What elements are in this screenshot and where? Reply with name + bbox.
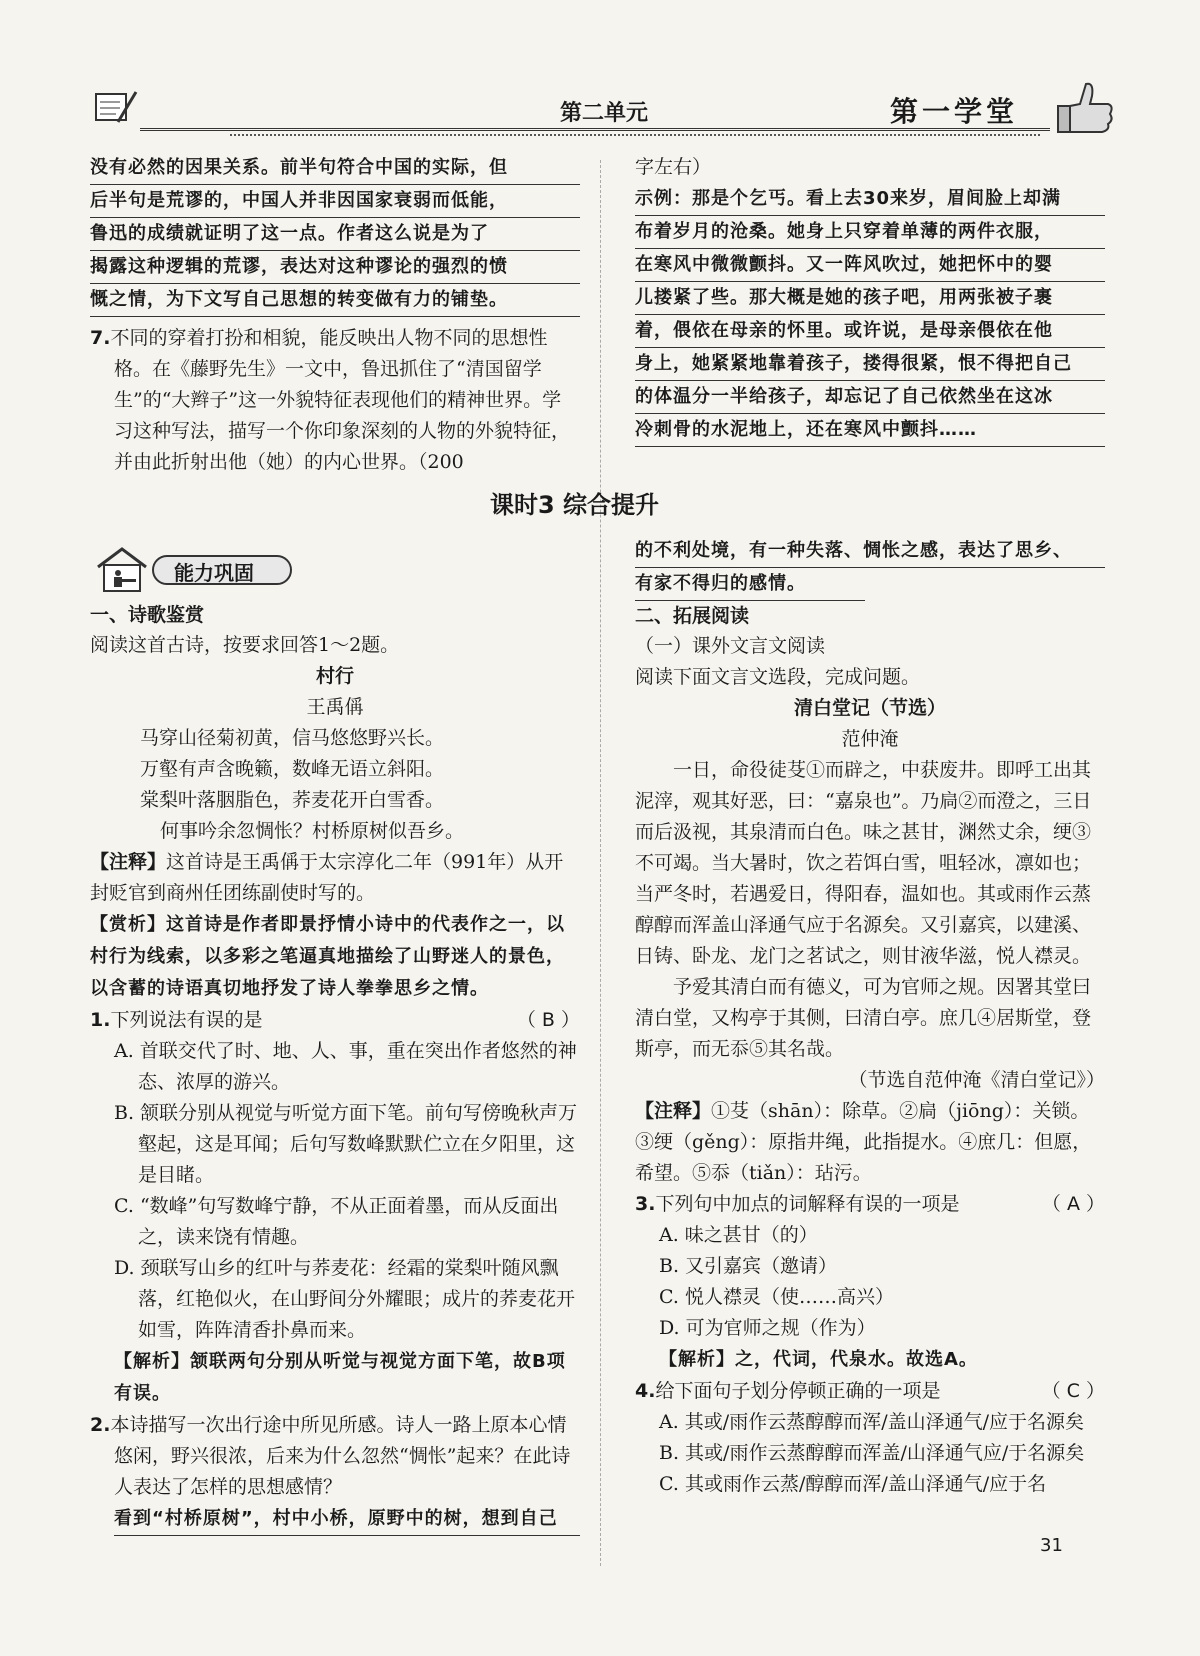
question-answer: （ A ） (1041, 1193, 1105, 1215)
answer-line: 看到“村桥原树”，村中小桥，原野中的树，想到自己 (114, 1503, 580, 1536)
page-header (90, 80, 1120, 142)
question-answer: （ B ） (516, 1009, 580, 1031)
notebook-pencil-icon (90, 86, 138, 126)
instruction: 阅读这首古诗，按要求回答1～2题。 (90, 634, 400, 656)
answer-line: 布着岁月的沧桑。她身上只穿着单薄的两件衣服， (635, 216, 1105, 249)
option-c: C. “数峰”句写数峰宁静，不从正面着墨，而从反面出之，读来饶有情趣。 (114, 1195, 559, 1248)
analysis-text: 之，代词，代泉水。故选A。 (735, 1349, 978, 1370)
poem-line: 万壑有声含晚籁，数峰无语立斜阳。 (140, 758, 445, 780)
analysis-text: 颔联两句分别从听觉与视觉方面下笔，故B项有误。 (114, 1351, 566, 1404)
text-title: 清白堂记（节选） (793, 697, 946, 719)
column-divider (600, 160, 601, 1566)
answer-line: 示例：那是个乞丐。看上去30来岁，眉间脸上却满 (635, 183, 1105, 216)
answer-line: 有家不得归的感情。 (635, 568, 865, 601)
badge-label: 能力巩固 (174, 561, 254, 585)
question-text: 下列句中加点的词解释有误的一项是 (655, 1193, 960, 1215)
question-number: 7. (90, 327, 111, 349)
answer-line: 揭露这种逻辑的荒谬，表达对这种谬论的强烈的愤 (90, 251, 580, 284)
answer-line: 后半句是荒谬的，中国人并非因国家衰弱而低能， (90, 185, 580, 218)
analysis-tag: 【解析】 (659, 1349, 735, 1370)
analysis (90, 1346, 580, 1410)
analysis (635, 1344, 1105, 1376)
note-text: 这首诗是王禹偁于太宗淳化二年（991年）从开封贬官到商州任团练副使时写的。 (90, 851, 564, 904)
answer-line: 在寒风中微微颤抖。又一阵风吹过，她把怀中的婴 (635, 249, 1105, 282)
appreciation-text: 这首诗是作者即景抒情小诗中的代表作之一，以村行为线索，以多彩之笔逼真地描绘了山野迷人的景色，以含蓄的诗语真切地抒发了诗人拳拳思乡之情。 (90, 914, 565, 999)
option-a: A. 首联交代了时、地、人、事，重在突出作者悠然的神态、浓厚的游兴。 (114, 1040, 577, 1093)
analysis-tag: 【解析】 (114, 1351, 190, 1372)
subsection-heading: （一）课外文言文阅读 (635, 635, 826, 657)
poem-line: 马穿山径菊初黄，信马悠悠野兴长。 (140, 727, 445, 749)
poem-line: 何事吟余忽惆怅？村桥原树似吾乡。 (160, 820, 465, 842)
answer-line: 儿搂紧了些。那大概是她的孩子吧，用两张被子裹 (635, 282, 1105, 315)
text-author: 范仲淹 (841, 728, 899, 750)
option-c: C. 悦人襟灵（使……高兴） (659, 1286, 894, 1308)
note-tag: 【注释】 (90, 851, 167, 873)
poem-title: 村行 (315, 665, 354, 687)
answer-line: 的不利处境，有一种失落、惆怅之感，表达了思乡、 (635, 535, 1105, 568)
option-a: A. 味之甚甘（的） (659, 1224, 818, 1246)
section-badge (92, 545, 292, 595)
thumbs-up-icon (1050, 80, 1120, 136)
answer-line: 的体温分一半给孩子，却忘记了自己依然坐在这冰 (635, 381, 1105, 414)
question-7-cont: 字左右） (635, 156, 712, 178)
question-2 (90, 1410, 580, 1503)
question-text: 下列说法有误的是 (110, 1009, 263, 1031)
brand-title: 第一学堂 (890, 95, 1019, 128)
answer-line: 身上，她紧紧地靠着孩子，搂得很紧，恨不得把自己 (635, 348, 1105, 381)
note-text: ①芟（shān）：除草。②扃（jiōng）：关锁。③绠（gěng）：原指井绳，此指提水。④庶几：但愿，希望。⑤忝（tiǎn）：玷污。 (635, 1100, 1092, 1184)
question-number: 2. (90, 1414, 111, 1436)
right-top-block (635, 152, 1105, 447)
source: （节选自范仲淹《清白堂记》） (848, 1069, 1105, 1091)
answer-line: 没有必然的因果关系。前半句符合中国的实际，但 (90, 152, 580, 185)
option-b: B. 又引嘉宾（邀请） (659, 1255, 838, 1277)
passage-paragraph: 予爱其清白而有德义，可为官师之规。因署其堂曰清白堂，又构亭于其侧，曰清白亭。庶几④居斯堂，登斯亭，而无忝⑤其名哉。 (635, 976, 1092, 1060)
instruction: 阅读下面文言文选段，完成问题。 (635, 666, 921, 688)
question-answer: （ C ） (1041, 1380, 1105, 1402)
option-a: A. 其或/雨作云蒸醇醇而浑/盖山泽通气/应于名源矣 (659, 1411, 1085, 1433)
option-b: B. 颔联分别从视觉与听觉方面下笔。前句写傍晚秋声万壑起，这是耳闻；后句写数峰默默伫立在夕阳里，这是目睹。 (114, 1102, 578, 1186)
option-d: D. 可为官师之规（作为） (659, 1317, 876, 1339)
left-top-block (90, 152, 580, 478)
page-number: 31 (1040, 1535, 1063, 1556)
question-7 (90, 323, 580, 478)
note (90, 847, 580, 909)
unit-title: 第二单元 (560, 101, 649, 126)
question-text: 不同的穿着打扮和相貌，能反映出人物不同的思想性格。在《藤野先生》一文中，鲁迅抓住了“清国留学生”的“大辫子”这一外貌特征表现他们的精神世界。学习这种写法，描写一个你印象深刻的人物的外貌特征，并由此折射出他（她）的内心世界。（200 (110, 327, 571, 473)
answer-line: 慨之情，为下文写自己思想的转变做有力的铺垫。 (90, 284, 580, 317)
left-main (90, 600, 580, 1536)
option-c: C. 其或雨作云蒸/醇醇而浑/盖山泽通气/应于名 (659, 1473, 1047, 1495)
question-4 (635, 1376, 1105, 1407)
question-text: 本诗描写一次出行途中所见所感。诗人一路上原本心情悠闲，野兴很浓，后来为什么忽然“惆怅”起来？在此诗人表达了怎样的思想感情？ (110, 1414, 571, 1498)
question-number: 3. (635, 1193, 656, 1215)
answer-line: 着，偎依在母亲的怀里。或许说，是母亲偎依在他 (635, 315, 1105, 348)
section-heading: 一、诗歌鉴赏 (90, 604, 205, 626)
question-3 (635, 1189, 1105, 1220)
appreciation-tag: 【赏析】 (90, 914, 166, 935)
poem-line: 棠梨叶落胭脂色，荞麦花开白雪香。 (140, 789, 445, 811)
note (635, 1096, 1105, 1189)
option-b: B. 其或/雨作云蒸醇醇而浑盖/山泽通气应/于名源矣 (659, 1442, 1085, 1464)
passage-paragraph: 一日，命役徒芟①而辟之，中获废井。即呼工出其泥滓，观其好恶，曰：“嘉泉也”。乃扃②而澄之，三日而后汲视，其泉清而白色。味之甚甘，渊然丈余，绠③不可竭。当大暑时，饮之若饵白雪，咀轻冰，凛如也；当严冬时，若遇爱日，得阳春，温如也。其或雨作云蒸醇醇而浑盖山泽通气应于名源矣。又引嘉宾，以建溪、日铸、卧龙、龙门之茗试之，则甘液华滋，悦人襟灵。 (635, 759, 1092, 967)
option-d: D. 颈联写山乡的红叶与荞麦花：经霜的棠梨叶随风飘落，红艳似火，在山野间分外耀眼；成片的荞麦花开如雪，阵阵清香扑鼻而来。 (114, 1257, 576, 1341)
question-number: 1. (90, 1009, 111, 1031)
question-1 (90, 1005, 580, 1036)
section-heading: 二、拓展阅读 (635, 605, 750, 627)
poem-author: 王禹偁 (306, 696, 364, 718)
right-main (635, 535, 1105, 1500)
lesson-title: 课时3 综合提升 (490, 491, 660, 519)
note-tag: 【注释】 (635, 1100, 712, 1122)
appreciation (90, 909, 580, 1005)
question-text: 给下面句子划分停顿正确的一项是 (655, 1380, 941, 1402)
house-desk-icon (92, 545, 152, 595)
answer-line: 鲁迅的成绩就证明了这一点。作者这么说是为了 (90, 218, 580, 251)
answer-line: 冷刺骨的水泥地上，还在寒风中颤抖…… (635, 414, 1105, 447)
question-number: 4. (635, 1380, 656, 1402)
